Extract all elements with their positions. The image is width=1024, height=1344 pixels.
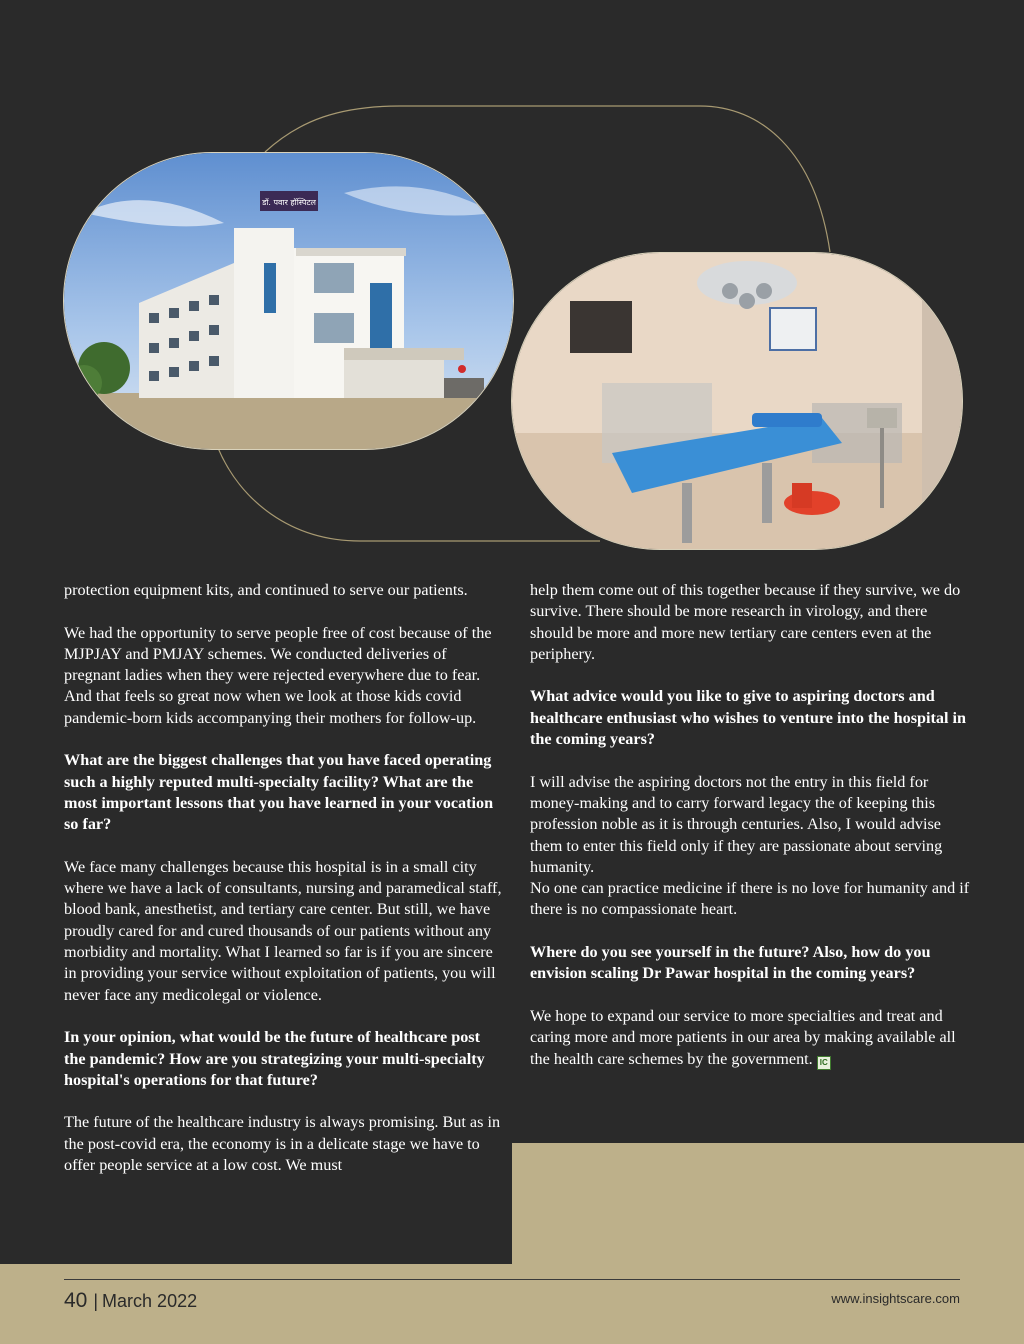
paragraph xyxy=(530,1006,970,1070)
footer-separator: | xyxy=(93,1291,99,1311)
left-column xyxy=(64,580,504,1198)
interview-question: In your opinion, what would be the future of healthcare post the pandemic? How are you strategizing your multi-specialty hospital's operations for that future? xyxy=(64,1028,485,1089)
issue-date: March 2022 xyxy=(102,1291,198,1311)
paragraph: help them come out of this together because if they survive, we do survive. There should be more research in virology, and there should be more and more new tertiary care centers even at the periphery. xyxy=(530,581,961,663)
closing-paragraph-text: We hope to expand our service to more specialties and treat and caring more and more patients in our area by making available all the health care schemes by the government. xyxy=(530,1006,956,1068)
paragraph: protection equipment kits, and continued to serve our patients. xyxy=(64,581,468,599)
interview-question: What are the biggest challenges that you have faced operating such a highly reputed multi-specialty facility? What are the most important lessons that you have learned in your vocation so far? xyxy=(64,751,494,834)
paragraph: I will advise the aspiring doctors not the entry in this field for money-making and to carry forward legacy the of keeping this profession noble as it is through centuries. Also, I would advise them to enter this field only if they are passionate about serving humanity. xyxy=(530,772,943,876)
paragraph: We face many challenges because this hospital is in a small city where we have a lack of consultants, nursing and paramedical staff, blood bank, anesthetist, and tertiary care center. But still, we have proudly cared for and cured thousands of our patients without any morbidity and mortality. What I learned so far is if you are sincere in providing your service without exploitation of patients, you will never face any medicolegal or violence. xyxy=(64,857,502,1004)
operating-theatre-photo xyxy=(511,252,963,550)
end-mark-icon: IC xyxy=(817,1056,831,1070)
right-column xyxy=(530,580,970,1091)
paragraph: We had the opportunity to serve people free of cost because of the MJPJAY and PMJAY schemes. We conducted deliveries of pregnant ladies when they were rejected everywhere due to fear. And that feels so great now when we look at those kids covid pandemic-born kids accompanying their mothers for follow-up. xyxy=(64,623,492,727)
interview-question: What advice would you like to give to aspiring doctors and healthcare enthusiast who wishes to venture into the hospital in the coming years? xyxy=(530,687,967,749)
page-number: 40 xyxy=(64,1289,88,1312)
building-sign-text: डॉ. पवार हॉस्पिटल xyxy=(262,198,316,207)
paragraph: No one can practice medicine if there is no love for humanity and if there is no compassionate heart. xyxy=(530,879,970,919)
footer-page-info xyxy=(64,1289,197,1313)
hospital-building-photo xyxy=(63,152,514,450)
interview-question: Where do you see yourself in the future? Also, how do you envision scaling Dr Pawar hospital in the coming years? xyxy=(530,943,931,983)
website-link[interactable]: www.insightscare.com xyxy=(831,1291,960,1306)
paragraph: The future of the healthcare industry is always promising. But as in the post-covid era, the economy is in a delicate stage we have to offer people service at a low cost. We must xyxy=(64,1113,501,1175)
footer-rule xyxy=(64,1279,960,1280)
